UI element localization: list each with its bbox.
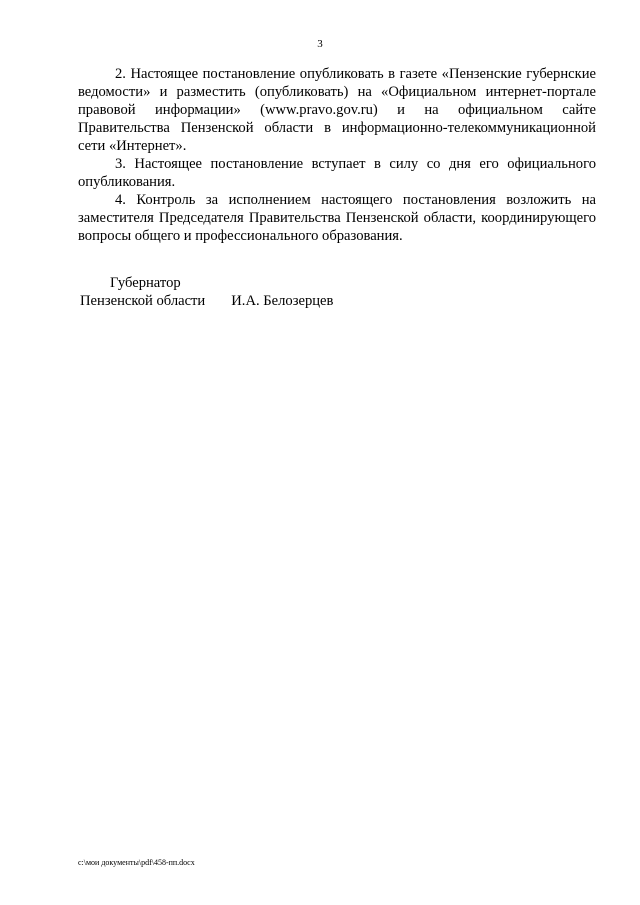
paragraph-control: 4. Контроль за исполнением настоящего постановления возложить на заместителя Председателя Правительства Пензенской области, координирующего вопросы общего и профессионального образования. <box>78 192 596 244</box>
signatory-region: Пензенской области <box>80 293 206 309</box>
signature-block <box>80 274 400 310</box>
footer-file-path: c:\мои документы\pdf\458-пп.docx <box>78 858 195 867</box>
signatory-region-line <box>80 292 400 310</box>
page-number: 3 <box>317 38 323 50</box>
paragraph-publication: 2. Настоящее постановление опубликовать в газете «Пензенские губернские ведомости» и разместить (опубликовать) на «Официальном интернет-портале правовой информации» (www.pravo.gov.ru) и на официальном сайте Правительства Пензенской области в информационно-телекоммуникационной сети «Интернет». <box>78 66 596 154</box>
paragraph-effective-date: 3. Настоящее постановление вступает в силу со дня его официального опубликования. <box>78 156 596 190</box>
signatory-name: И.А. Белозерцев <box>231 293 334 309</box>
document-body <box>78 65 596 245</box>
signatory-title: Губернатор <box>110 275 181 291</box>
